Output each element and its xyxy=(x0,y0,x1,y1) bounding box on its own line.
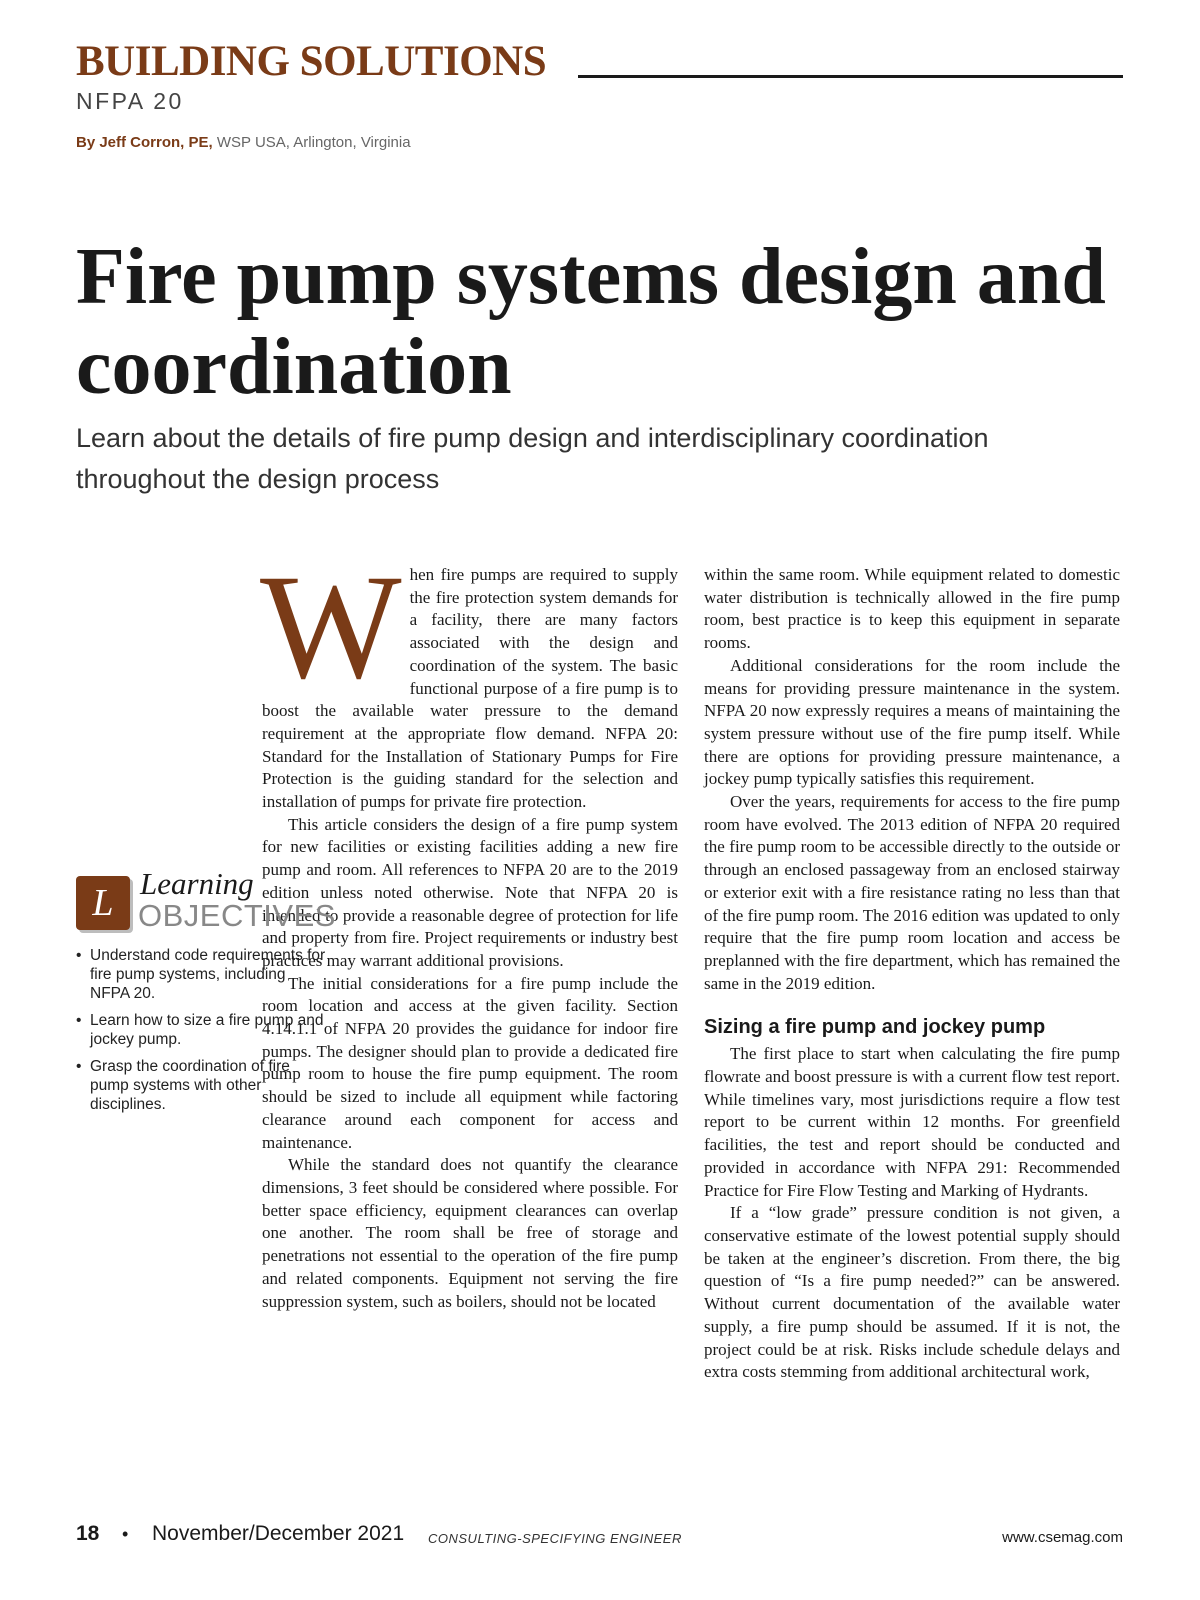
header-rule xyxy=(578,75,1123,78)
objectives-heading: OBJECTIVES xyxy=(138,898,336,933)
objective-item: • Understand code requirements for fire pump systems, including NFPA 20. xyxy=(76,946,326,1003)
issue-date: November/December 2021 xyxy=(152,1522,405,1545)
article-deck: Learn about the details of fire pump design and interdisciplinary coordination throughout the design process xyxy=(76,423,989,494)
subsection-label: NFPA 20 xyxy=(76,88,184,114)
magazine-url: www.csemag.com xyxy=(1002,1529,1123,1546)
drop-cap: W xyxy=(260,544,402,710)
paragraph-5: within the same room. While equipment related to domestic water distribution is technically allowed in the fire pump room, best practice is to keep this equipment in separate rooms. xyxy=(704,565,1120,653)
paragraph-8: The first place to start when calculating the fire pump flowrate and boost pressure is with a current flow test report. While timelines vary, most jurisdictions require a flow test report to be current within 12 months. For greenfield facilities, the test and report should be conducted and provided in accordance with NFPA 291: Recommended Practice for Fire Flow Testing and Marking of Hydrants. xyxy=(704,1044,1120,1200)
section-heading: Sizing a fire pump and jockey pump xyxy=(704,1016,1046,1039)
section-title: BUILDING SOLUTIONS xyxy=(76,38,547,85)
learning-badge-icon: L xyxy=(76,876,130,930)
paragraph-9: If a “low grade” pressure condition is not given, a conservative estimate of the lowest potential supply should be taken at the engineer’s discretion. From there, the big question of “Is a fire pump needed?” can be answered. Without current documentation of the available water supply, a fire pump should be assumed. If it is not, the project could be at risk. Risks include schedule delays and extra costs stemming from additional architectural work, xyxy=(704,1203,1120,1382)
byline-author: By Jeff Corron, PE, xyxy=(76,134,213,151)
paragraph-1: When fire pumps are required to supply the fire protection system demands for a facility, there are many factors associated with the design and coordination of the system. The basic functional purpose of a fire pump is to boost the available water pressure to the demand requirement at the appropriate flow demand. NFPA 20: Standard for the Installation of Stationary Pumps for Fire Protection is the guiding standard for the selection and installation of pumps for private fire protection. xyxy=(260,544,678,812)
body-column-1 xyxy=(260,544,678,1313)
paragraph-2: This article considers the design of a fire pump system for new facilities or existing facilities adding a new fire pump and room. All references to NFPA 20 are to the 2019 edition unless noted otherwise. Note that NFPA 20 is intended to provide a reasonable degree of protection for life and property from fire. Project requirements or industry best practices may warrant additional provisions. xyxy=(262,814,678,970)
byline xyxy=(76,134,411,151)
magazine-name: CONSULTING-SPECIFYING ENGINEER xyxy=(428,1531,682,1546)
paragraph-4: While the standard does not quantify the clearance dimensions, 3 feet should be considered where possible. For better space efficiency, equipment clearances can overlap one another. The room shall be free of storage and penetrations not essential to the operation of the fire pump and related components. Equipment not serving the fire suppression system, such as boilers, should not be located xyxy=(262,1155,678,1311)
body-column-2 xyxy=(704,564,1120,1384)
page-number: 18 xyxy=(76,1522,100,1545)
learning-heading: Learning xyxy=(140,866,254,901)
objective-item: • Learn how to size a fire pump and jockey pump. xyxy=(76,1011,326,1049)
article-title: Fire pump systems design and coordination xyxy=(76,233,1106,411)
paragraph-7: Over the years, requirements for access to the fire pump room have evolved. The 2013 edition of NFPA 20 required the fire pump room to be accessible directly to the outside or through an enclosed passageway from an enclosed stairway or exterior exit with a fire resistance rating no less than that of the fire pump room. The 2016 edition was updated to only require that the fire pump room location and access be preplanned with the fire department, which has remained the same in the 2019 edition. xyxy=(704,792,1120,993)
byline-affiliation: WSP USA, Arlington, Virginia xyxy=(216,134,411,151)
learning-objectives-list xyxy=(76,946,326,1122)
objective-item: • Grasp the coordination of fire pump systems with other disciplines. xyxy=(76,1057,326,1114)
paragraph-6: Additional considerations for the room include the means for providing pressure maintenance in the system. NFPA 20 now expressly requires a means of maintaining the system pressure without use of the fire pump itself. While there are options for providing pressure maintenance, a jockey pump typically satisfies this requirement. xyxy=(704,655,1120,789)
paragraph-3: The initial considerations for a fire pump include the room location and access at the given facility. Section 4.14.1.1 of NFPA 20 provides the guidance for indoor fire pumps. The designer should plan to provide a dedicated fire pump room to house the fire pump equipment. The room should be sized to include all equipment while factoring clearance around each component for access and maintenance. xyxy=(262,973,678,1152)
footer-bullet: • xyxy=(122,1524,129,1544)
